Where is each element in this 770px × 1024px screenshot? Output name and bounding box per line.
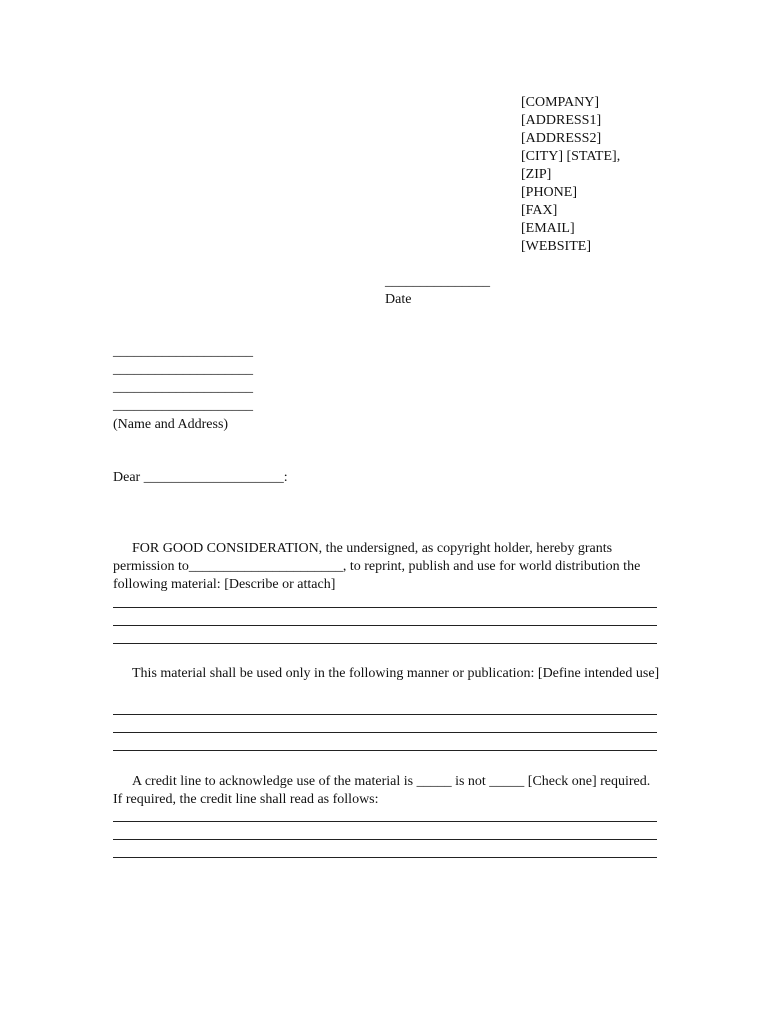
credit-paragraph: A credit line to acknowledge use of the material is _____ is not _____ [Check one] required. If required, the credit line shall read as follows: bbox=[113, 774, 651, 807]
email-placeholder: [EMAIL] bbox=[521, 221, 575, 236]
zip-placeholder: [ZIP] bbox=[521, 167, 552, 182]
use-paragraph: This material shall be used only in the following manner or publication: [Define intended use] bbox=[132, 666, 660, 681]
blank-rule bbox=[113, 625, 657, 626]
city-state-placeholder: [CITY] [STATE], bbox=[521, 149, 621, 164]
phone-placeholder: [PHONE] bbox=[521, 185, 577, 200]
address1-placeholder: [ADDRESS1] bbox=[521, 113, 602, 128]
company-placeholder: [COMPANY] bbox=[521, 95, 600, 110]
date-label: Date bbox=[385, 292, 412, 307]
fax-placeholder: [FAX] bbox=[521, 203, 558, 218]
recipient-line: ____________________ bbox=[113, 398, 253, 413]
salutation: Dear ____________________: bbox=[113, 470, 288, 485]
blank-rule bbox=[113, 714, 657, 715]
blank-rule bbox=[113, 821, 657, 822]
blank-rule bbox=[113, 857, 657, 858]
blank-rule bbox=[113, 732, 657, 733]
recipient-line: ____________________ bbox=[113, 344, 253, 359]
blank-rule bbox=[113, 750, 657, 751]
grant-paragraph: FOR GOOD CONSIDERATION, the undersigned, as copyright holder, hereby grants permission to______________________, to reprint, publish and use for world distribution the following material: [Describe or attach] bbox=[113, 541, 641, 592]
recipient-line: ____________________ bbox=[113, 362, 253, 377]
recipient-label: (Name and Address) bbox=[113, 417, 229, 432]
blank-rule bbox=[113, 643, 657, 644]
recipient-line: ____________________ bbox=[113, 380, 253, 395]
address2-placeholder: [ADDRESS2] bbox=[521, 131, 602, 146]
date-blank: _______________ bbox=[385, 274, 490, 289]
blank-rule bbox=[113, 607, 657, 608]
blank-rule bbox=[113, 839, 657, 840]
website-placeholder: [WEBSITE] bbox=[521, 239, 591, 254]
